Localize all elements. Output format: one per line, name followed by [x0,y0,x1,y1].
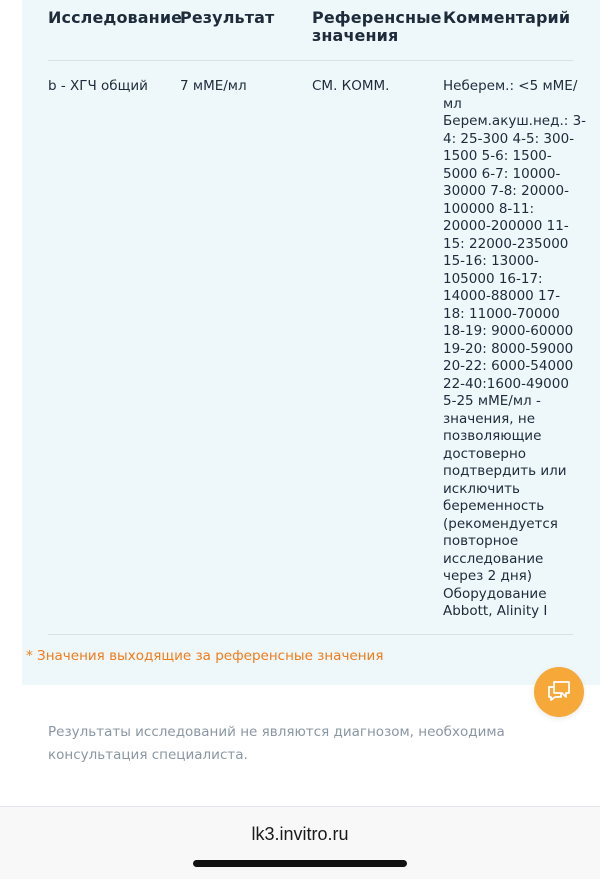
comment-line: мл [443,95,462,112]
comment-line: беременность [443,498,545,514]
comment-line: 30000 7-8: 20000- [443,183,569,199]
comment-line: позволяющие [443,428,542,444]
comment-line: 18: 11000-70000 [443,305,560,322]
url-text[interactable]: lk3.invitro.ru [251,824,349,844]
comment-line: 22-40:1600-49000 [443,375,569,392]
results-card [22,0,600,685]
comment-line: значения, не [443,410,535,427]
comment-line: 20-22: 6000-54000 [443,358,574,374]
comment-line: 5-25 мМЕ/мл - [443,393,541,409]
cell-comment [443,78,587,621]
header-reference-line2: значения [312,26,399,45]
comment-line: достоверно [443,445,527,462]
comment-line: через 2 дня) [443,568,533,584]
comment-line: исследование [443,550,544,567]
cell-result: 7 мМЕ/мл [180,78,247,94]
comment-line: (рекомендуется [443,515,558,532]
comment-line: 105000 16-17: [443,270,543,287]
comment-line: 100000 8-11: [443,200,535,217]
table-row [48,61,587,635]
comment-line: исключить [443,480,520,497]
chat-button[interactable] [534,667,584,717]
chat-bubbles-icon [546,678,572,706]
cell-reference: СМ. КОММ. [312,78,390,94]
comment-line: подтвердить или [443,463,567,479]
disclaimer-text: Результаты исследований не являются диагнозом, необходима консультация специалиста. [48,724,505,763]
comment-line: 18-19: 9000-60000 [443,323,574,339]
comment-line: 15-16: 13000- [443,253,539,269]
footnote: * Значения выходящие за референсные значения [26,648,384,664]
results-table [48,0,587,635]
comment-line: повторное [443,533,519,549]
header-research: Исследование [48,8,183,27]
header-result: Результат [180,8,275,27]
comment-line: Берем.акуш.нед.: 3- [443,113,587,129]
comment-line: Неберем.: <5 мМЕ/ [443,78,578,94]
table-header [48,0,573,61]
comment-line: 20000-200000 11- [443,218,569,234]
comment-line: 1500 5-6: 1500- [443,148,552,164]
comment-line: 15: 22000-235000 [443,235,569,252]
comment-line: 4: 25-300 4-5: 300- [443,130,575,147]
comment-line: Оборудование [443,585,547,602]
comment-line: 14000-88000 17- [443,288,561,304]
header-comment: Комментарий [443,8,571,27]
header-reference [312,8,442,45]
header-reference-line1: Референсные [312,8,442,27]
comment-line: 5000 6-7: 10000- [443,165,561,182]
home-indicator [193,860,407,867]
comment-line: 19-20: 8000-59000 [443,340,574,357]
comment-line: Abbott, Alinity I [443,603,548,619]
cell-research: b - ХГЧ общий [48,78,148,94]
